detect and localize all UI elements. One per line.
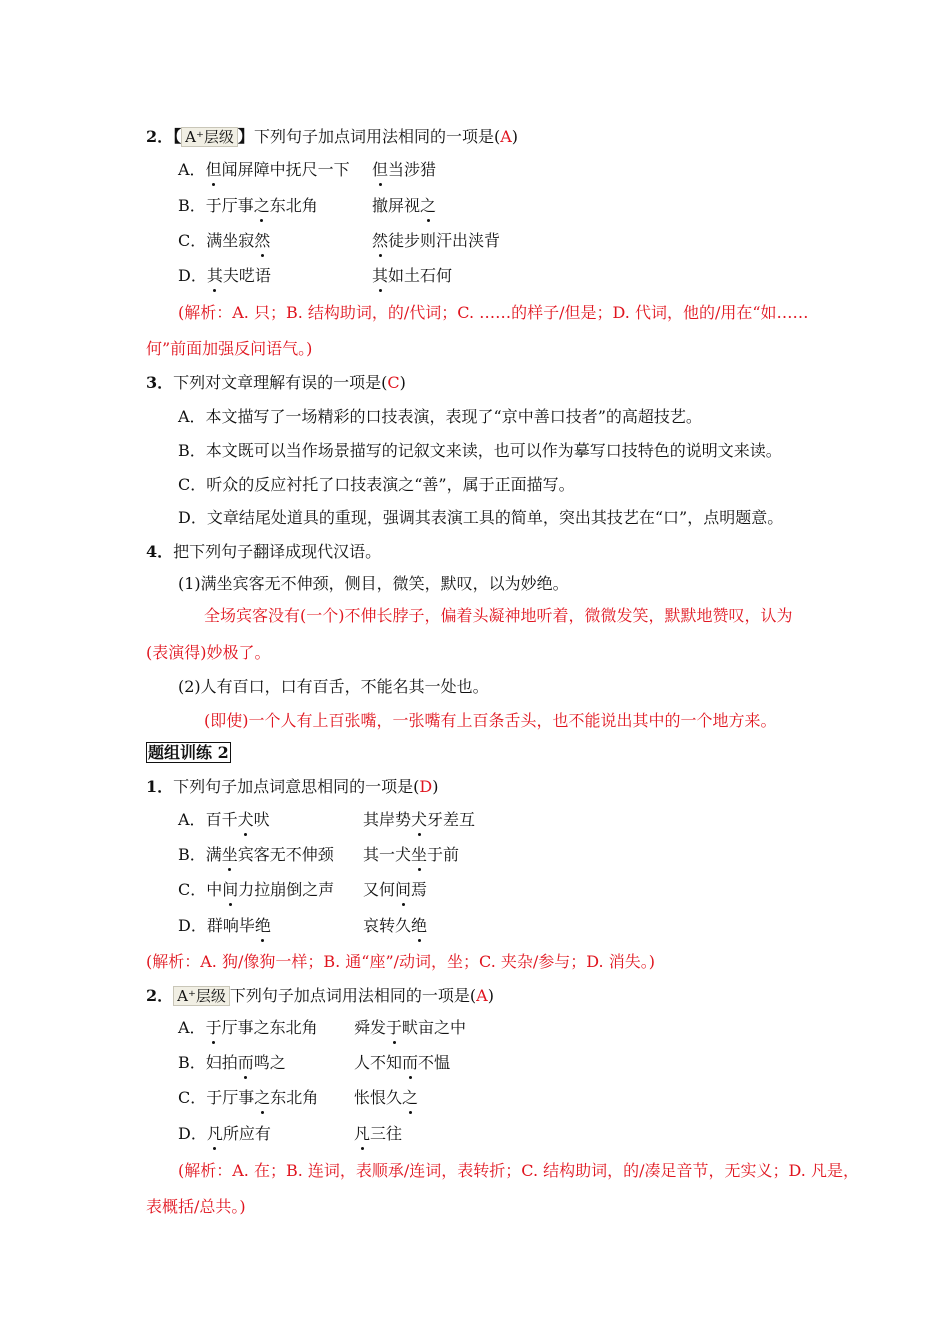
option-text: 三往 (370, 1124, 403, 1143)
option-row (178, 844, 460, 866)
question-number: 3． (146, 373, 174, 392)
option-text: 于厅事 (206, 1088, 255, 1107)
section-heading (146, 742, 231, 764)
dotted-word: 之 (254, 1088, 271, 1107)
option-text: 焉 (411, 880, 428, 899)
option-c: C．听众的反应衬托了口技表演之“善”，属于正面描写。 (178, 475, 575, 494)
option-label: A． (178, 1018, 206, 1037)
option-compare (363, 879, 427, 901)
option-text: 撤屏视 (372, 196, 421, 215)
dotted-word: 但 (372, 160, 389, 179)
option-a: A．本文描写了一场精彩的口技表演，表现了“京中善口技者”的高超技艺。 (178, 407, 702, 426)
option-d: D．文章结尾处道具的重现，强调其表演工具的简单，突出其技艺在“口”，点明题意。 (178, 508, 784, 527)
option-text: 徒步则汗出浃背 (388, 231, 501, 250)
option-text: 中 (206, 880, 223, 899)
translation-1-line-1: 全场宾客没有(一个)不伸长脖子，偏着头凝神地听着，微微发笑，默默地赞叹，认为 (204, 606, 793, 625)
dotted-word: 于 (386, 1018, 403, 1037)
question-stem: 下列对文章理解有误的一项是( (173, 373, 388, 392)
dotted-word: 犬 (411, 810, 428, 829)
answer: D (419, 777, 433, 796)
dotted-word: 间 (395, 880, 412, 899)
option-label: B． (178, 845, 206, 864)
dotted-word: 绝 (254, 916, 271, 935)
stem-close: ) (399, 373, 406, 392)
option-text: 哀转久 (363, 916, 412, 935)
question-stem: 下列句子加点词意思相同的一项是( (173, 777, 420, 796)
option-row (178, 265, 453, 287)
option-row (178, 879, 428, 901)
dotted-word: 然 (254, 231, 271, 250)
level-tag: A⁺层级 (173, 986, 230, 1006)
option-text: 东北角 (270, 1088, 319, 1107)
option-text: 于前 (427, 845, 460, 864)
analysis-line-1: (解析：A. 只；B. 结构助词，的/代词；C. ……的样子/但是；D. 代词，他的/用在“如…… (178, 303, 809, 322)
stem-close: ) (487, 986, 494, 1005)
option-compare (354, 1087, 418, 1109)
option-label: D． (178, 1124, 207, 1143)
option-label: C． (178, 880, 207, 899)
dotted-word: 之 (253, 196, 270, 215)
question-2a (146, 126, 518, 148)
dotted-word: 而 (402, 1053, 419, 1072)
option-text: 不愠 (418, 1053, 451, 1072)
translation-1-line-2: (表演得)妙极了。 (146, 643, 271, 662)
option-text: 吠 (253, 810, 270, 829)
dotted-word: 然 (372, 231, 389, 250)
option-label: B． (178, 196, 206, 215)
option-text: 夫呓语 (222, 266, 271, 285)
translation-2: (即使)一个人有上百张嘴，一张嘴有上百条舌头，也不能说出其中的一个地方来。 (204, 711, 777, 730)
option-text: 妇拍 (205, 1053, 238, 1072)
practice-1 (146, 776, 438, 798)
option-label: C． (178, 1088, 207, 1107)
analysis-line-2: 何”前面加强反问语气。) (146, 339, 313, 358)
tag-bracket-close: 】 (237, 127, 254, 146)
analysis-line-2: 表概括/总共。) (146, 1197, 246, 1216)
option-text: 其一犬 (363, 845, 412, 864)
dotted-word: 犬 (237, 810, 254, 829)
dotted-word: 于 (205, 1018, 222, 1037)
stem-close: ) (432, 777, 439, 796)
practice-2 (146, 985, 494, 1007)
question-number: 2． (146, 127, 174, 146)
option-text: 力拉崩倒之声 (238, 880, 335, 899)
option-text: 又何 (363, 880, 396, 899)
dotted-word: 凡 (354, 1124, 371, 1143)
option-text: 群响毕 (206, 916, 255, 935)
option-label: B． (178, 1053, 206, 1072)
question-stem: 把下列句子翻译成现代汉语。 (173, 542, 382, 561)
stem-close: ) (511, 127, 518, 146)
option-text: 满坐寂 (206, 231, 255, 250)
option-compare (372, 230, 500, 252)
question-number: 1． (146, 777, 174, 796)
dotted-word: 其 (372, 266, 389, 285)
question-stem: 下列句子加点词用法相同的一项是( (229, 986, 477, 1005)
tag-bracket-open: 【 (173, 127, 182, 146)
dotted-word: 而 (237, 1053, 254, 1072)
dotted-word: 之 (402, 1088, 419, 1107)
option-row (178, 1087, 419, 1109)
option-compare (363, 915, 427, 937)
analysis: (解析：A. 狗/像狗一样；B. 通“座”/动词，坐；C. 夹杂/参与；D. 消失。) (146, 952, 655, 971)
option-compare (363, 844, 459, 866)
dotted-word: 凡 (206, 1124, 223, 1143)
option-row (178, 159, 437, 181)
question-4 (146, 541, 381, 563)
sentence-2: (2)人有百口，口有百舌，不能名其一处也。 (178, 677, 489, 696)
option-row (178, 1123, 403, 1145)
option-compare (372, 265, 452, 287)
option-row (178, 1052, 451, 1074)
question-number: 2． (146, 986, 174, 1005)
option-text: 当涉猎 (388, 160, 437, 179)
dotted-word: 坐 (411, 845, 428, 864)
option-compare (363, 809, 475, 831)
answer: A (476, 986, 488, 1005)
analysis-line-1: (解析：A. 在；B. 连词，表顺承/连词，表转折；C. 结构助词，的/凑足音节，无实义；D. 凡是， (178, 1161, 859, 1180)
option-compare (354, 1017, 466, 1039)
option-label: D． (178, 916, 207, 935)
option-b: B．本文既可以当作场景描写的记叙文来读，也可以作为摹写口技特色的说明文来读。 (178, 441, 782, 460)
option-text: 怅恨久 (354, 1088, 403, 1107)
dotted-word: 之 (420, 196, 437, 215)
option-text: 所应有 (222, 1124, 271, 1143)
option-text: 人不知 (354, 1053, 403, 1072)
option-text: 满 (205, 845, 222, 864)
option-label: D． (178, 266, 207, 285)
question-3 (146, 372, 406, 394)
option-text: 牙差互 (427, 810, 476, 829)
option-row (178, 1017, 467, 1039)
sentence-1: (1)满坐宾客无不伸颈，侧目，微笑，默叹，以为妙绝。 (178, 574, 569, 593)
option-text: 宾客无不伸颈 (237, 845, 334, 864)
dotted-word: 绝 (411, 916, 428, 935)
option-label: A． (178, 160, 206, 179)
answer: A (500, 127, 512, 146)
option-text: 舜发 (354, 1018, 387, 1037)
option-text: 鸣之 (253, 1053, 286, 1072)
dotted-word: 但 (205, 160, 222, 179)
option-row (178, 915, 428, 937)
option-text: 百千 (205, 810, 238, 829)
dotted-word: 其 (206, 266, 223, 285)
option-label: C． (178, 231, 207, 250)
answer: C (387, 373, 400, 392)
option-text: 如土石何 (388, 266, 453, 285)
option-text: 厅事之东北角 (221, 1018, 318, 1037)
option-row (178, 230, 501, 252)
option-text: 畎亩之中 (402, 1018, 467, 1037)
option-label: A． (178, 810, 206, 829)
dotted-word: 间 (222, 880, 239, 899)
dotted-word: 坐 (221, 845, 238, 864)
option-text: 于厅事 (205, 196, 254, 215)
question-stem: 下列句子加点词用法相同的一项是( (253, 127, 501, 146)
option-compare (372, 195, 436, 217)
option-compare (354, 1123, 402, 1145)
option-row (178, 195, 437, 217)
option-compare (354, 1052, 450, 1074)
option-text: 东北角 (269, 196, 318, 215)
option-text: 其岸势 (363, 810, 412, 829)
question-number: 4． (146, 542, 174, 561)
option-compare (372, 159, 436, 181)
section-title: 题组训练 2 (148, 743, 229, 762)
option-row (178, 809, 476, 831)
option-text: 闻屏障中抚尺一下 (221, 160, 350, 179)
level-tag: A⁺层级 (181, 127, 238, 147)
